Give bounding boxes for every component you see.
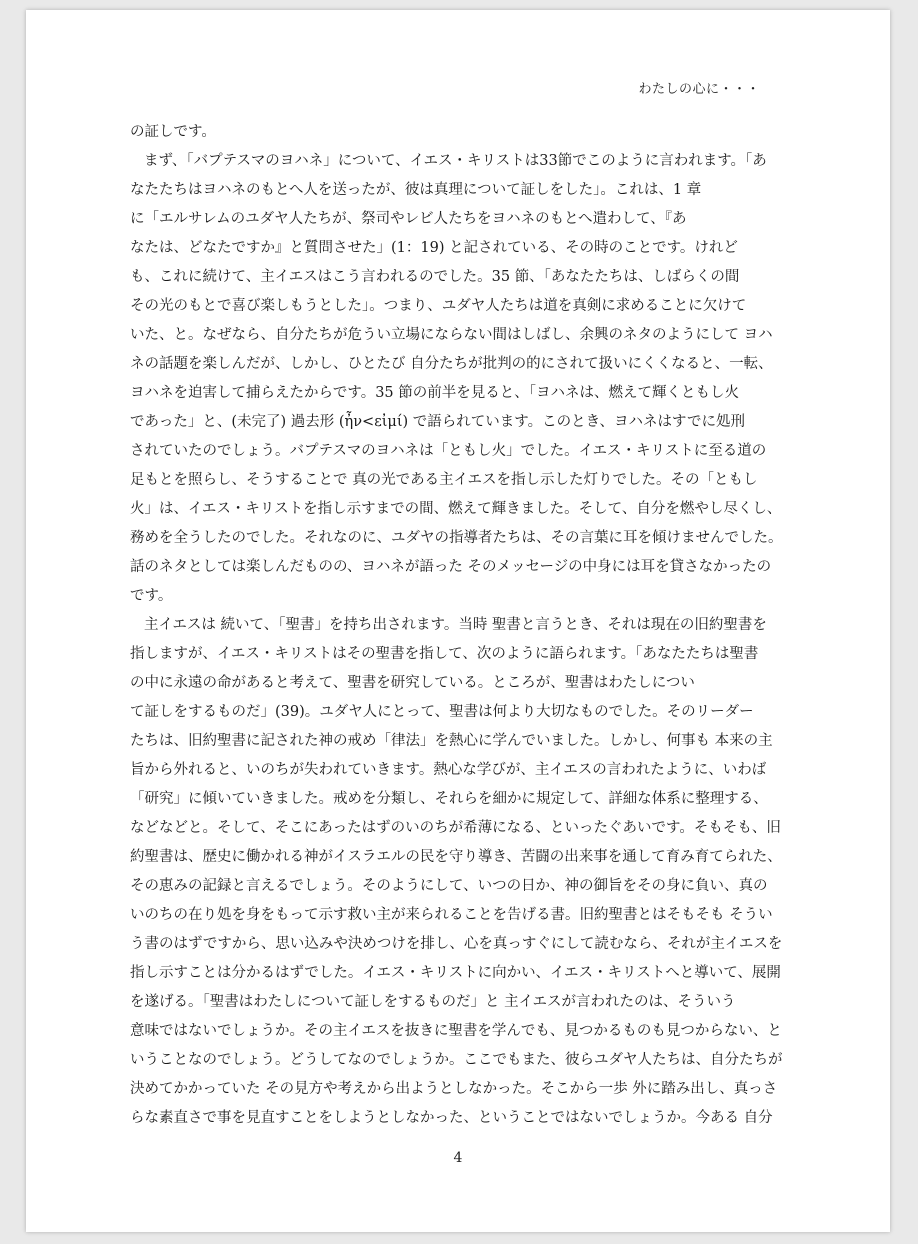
text-line: 足もとを照らし、そうすることで 真の光である主イエスを指し示した灯りでした。その「ともし (130, 472, 758, 488)
text-line: 意味ではないでしょうか。その主イエスを抜きに聖書を学んでも、見つかるものも見つからない、と (130, 1023, 782, 1039)
text-line: その光のもとで喜び楽しもうとした」。つまり、ユダヤ人たちは道を真剣に求めることに欠けて (130, 298, 747, 314)
text-line: 務めを全うしたのでした。それなのに、ユダヤの指導者たちは、その言葉に耳を傾けませんでした。 (130, 530, 783, 546)
text-line: まず、「バプテスマのヨハネ」について、イエス・キリストは33節でこのように言われます。「あ (144, 153, 767, 169)
text-line: ネの話題を楽しんだが、しかし、ひとたび 自分たちが批判の的にされて扱いにくくなると、一転、 (130, 356, 773, 372)
body-text (130, 118, 820, 1133)
text-line: 主イエスは 続いて、「聖書」を持ち出されます。当時 聖書と言うとき、それは現在の旧約聖書を (144, 617, 767, 633)
text-line: であった」と、(未完了) 過去形 (ἦν<εἰμί) で語られています。このとき、ヨハネはすでに処刑 (130, 414, 745, 430)
text-line: 旨から外れると、いのちが失われていきます。熱心な学びが、主イエスの言われたように、いわば (130, 762, 767, 778)
text-line: 話のネタとしては楽しんだものの、ヨハネが語った そのメッセージの中身には耳を貸さなかったの (130, 559, 772, 575)
text-line: たちは、旧約聖書に記された神の戒め「律法」を熱心に学んでいました。しかし、何事も 本来の主 (130, 733, 773, 749)
running-header: わたしの心に・・・ (638, 82, 760, 97)
text-line: されていたのでしょう。バプテスマのヨハネは「ともし火」でした。イエス・キリストに至る道の (130, 443, 767, 459)
text-line: その恵みの記録と言えるでしょう。そのようにして、いつの日か、神の御旨をその身に負い、真の (130, 878, 768, 894)
text-line: らな素直さで事を見直すことをしようとしなかった、ということではないでしょうか。今ある 自分 (130, 1110, 773, 1126)
text-line: も、これに続けて、主イエスはこう言われるのでした。35 節、「あなたたちは、しばらくの間 (130, 269, 740, 285)
text-line: などなどと。そして、そこにあったはずのいのちが希薄になる、といったぐあいです。そもそも、旧 (130, 820, 781, 836)
text-line: 指しますが、イエス・キリストはその聖書を指して、次のように語られます。「あなたたちは聖書 (130, 646, 759, 662)
page-number: 4 (453, 1150, 463, 1166)
text-line: です。 (130, 588, 173, 604)
text-line: いた、と。なぜなら、自分たちが危うい立場にならない間はしばし、余興のネタのようにして ヨハ (130, 327, 773, 343)
text-line: の証しです。 (130, 124, 216, 140)
text-line: の中に永遠の命があると考えて、聖書を研究している。ところが、聖書はわたしについ (130, 675, 695, 691)
text-line: を遂げる。「聖書はわたしについて証しをするものだ」と 主イエスが言われたのは、そういう (130, 994, 736, 1010)
text-line: 指し示すことは分かるはずでした。イエス・キリストに向かい、イエス・キリストへと導いて、展開 (130, 965, 781, 981)
text-line: なたたちはヨハネのもとへ人を送ったが、彼は真理について証しをした」。これは、1 章 (130, 182, 702, 198)
text-line: て証しをするものだ」(39)。ユダヤ人にとって、聖書は何より大切なものでした。そのリーダー (130, 704, 754, 720)
text-line: 「研究」に傾いていきました。戒めを分類し、それらを細かに規定して、詳細な体系に整理する、 (130, 791, 768, 807)
text-line: に「エルサレムのユダヤ人たちが、祭司やレビ人たちをヨハネのもとへ遣わして、『あ (130, 211, 687, 227)
text-line: ヨハネを迫害して捕らえたからです。35 節の前半を見ると、「ヨハネは、燃えて輝くともし火 (130, 385, 740, 401)
text-line: 火」は、イエス・キリストを指し示すまでの間、燃えて輝きました。そして、自分を燃やし尽くし、 (130, 501, 782, 517)
text-line: 約聖書は、歴史に働かれる神がイスラエルの民を守り導き、苦闘の出来事を通して育み育てられた、 (130, 849, 782, 865)
text-line: う書のはずですから、思い込みや決めつけを排し、心を真っすぐにして読むなら、それが主イエスを (130, 936, 783, 952)
text-line: いうことなのでしょう。どうしてなのでしょうか。ここでもまた、彼らユダヤ人たちは、自分たちが (130, 1052, 783, 1068)
text-line: なたは、どなたですか』と質問させた」(1：19) と記されている、その時のことです。けれど (130, 240, 738, 256)
document-page (26, 10, 890, 1232)
text-line: いのちの在り処を身をもって示す救い主が来られることを告げる書。旧約聖書とはそもそも そうい (130, 907, 773, 923)
text-line: 決めてかかっていた その見方や考えから出ようとしなかった。そこから一歩 外に踏み出し、真っさ (130, 1081, 778, 1097)
